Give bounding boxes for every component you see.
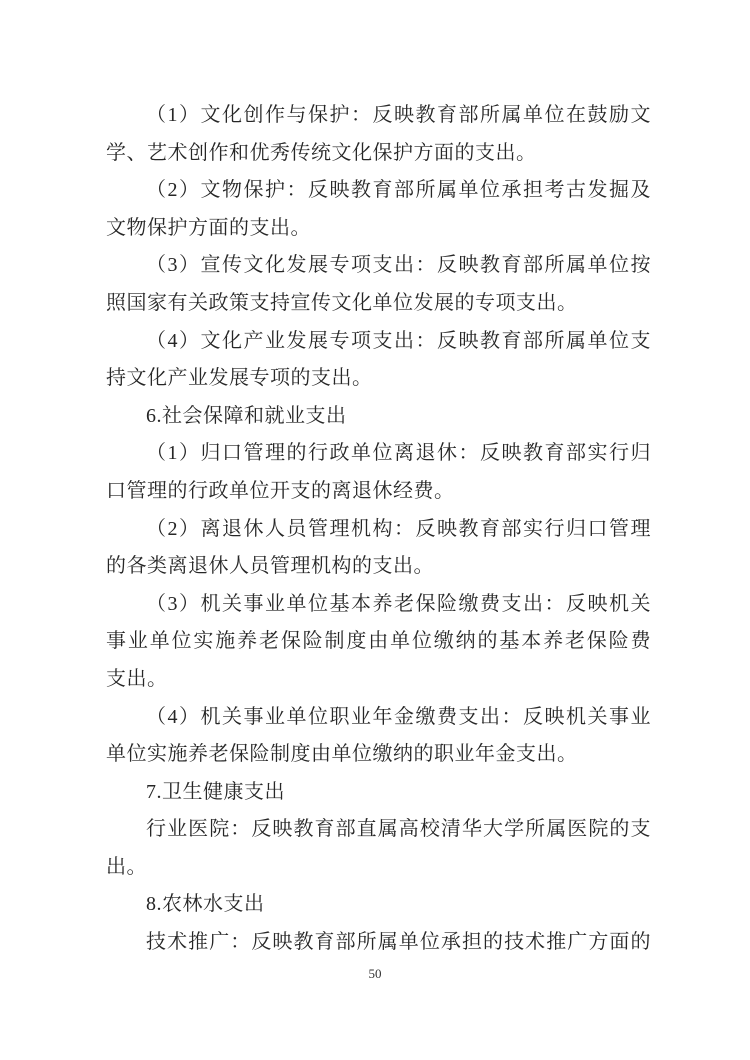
- text-line: （1）归口管理的行政单位离退休：反映教育部实行归: [146, 442, 651, 465]
- text-line: （4）机关事业单位职业年金缴费支出：反映机关事业: [146, 705, 651, 728]
- text-line: 持文化产业发展专项的支出。: [106, 367, 373, 390]
- text-line: （3）宣传文化发展专项支出：反映教育部所属单位按: [146, 254, 651, 277]
- text-line: 口管理的行政单位开支的离退休经费。: [106, 479, 455, 502]
- text-line: （2）文物保护：反映教育部所属单位承担考古发掘及: [146, 179, 651, 202]
- text-line: （4）文化产业发展专项支出：反映教育部所属单位支: [146, 329, 651, 352]
- text-line: 7.卫生健康支出: [146, 780, 285, 803]
- text-line: 出。: [106, 855, 147, 878]
- text-line: 事业单位实施养老保险制度由单位缴纳的基本养老保险费: [106, 630, 651, 653]
- text-line: 6.社会保障和就业支出: [146, 404, 347, 427]
- document-body: [106, 97, 651, 962]
- text-line: 支出。: [106, 667, 168, 690]
- text-line: （3）机关事业单位基本养老保险缴费支出：反映机关: [146, 592, 651, 615]
- text-line: 行业医院：反映教育部直属高校清华大学所属医院的支: [146, 818, 651, 841]
- text-line: 8.农林水支出: [146, 893, 265, 916]
- text-line: 技术推广：反映教育部所属单位承担的技术推广方面的: [146, 931, 651, 954]
- page-number: 50: [368, 966, 382, 981]
- text-line: （1）文化创作与保护：反映教育部所属单位在鼓励文: [146, 104, 651, 126]
- text-line: （2）离退休人员管理机构：反映教育部实行归口管理: [146, 517, 651, 540]
- text-line: 学、艺术创作和优秀传统文化保护方面的支出。: [106, 141, 537, 164]
- text-line: 单位实施养老保险制度由单位缴纳的职业年金支出。: [106, 743, 578, 766]
- text-line: 文物保护方面的支出。: [106, 216, 311, 239]
- text-line: 照国家有关政策支持宣传文化单位发展的专项支出。: [106, 291, 578, 314]
- text-line: 的各类离退休人员管理机构的支出。: [106, 555, 434, 578]
